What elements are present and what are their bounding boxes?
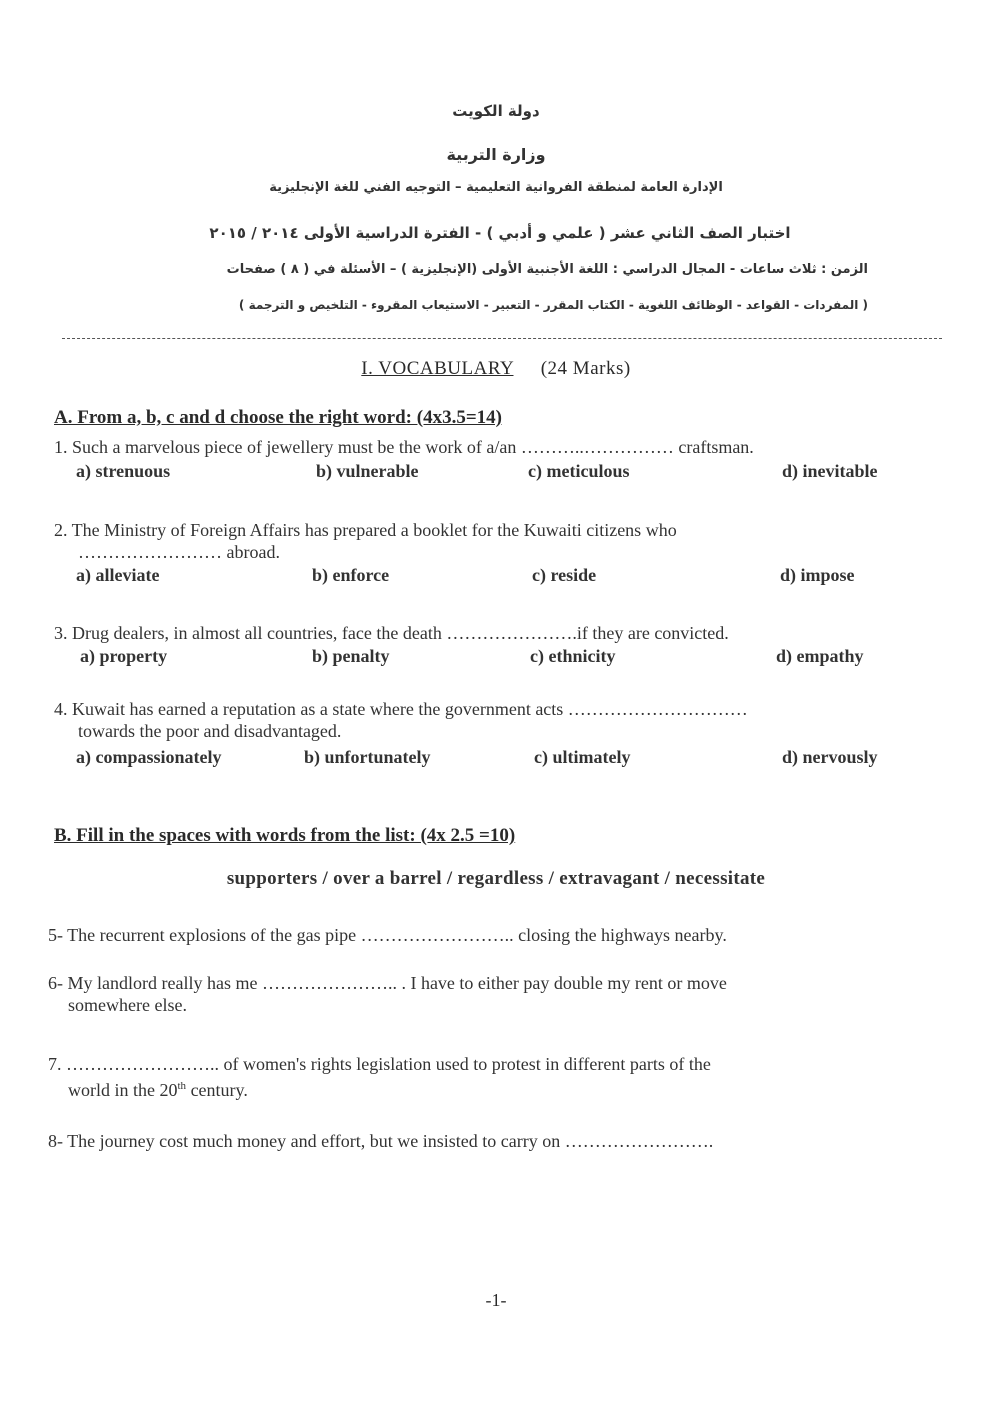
option-c: c) meticulous <box>528 461 630 481</box>
option-a: a) compassionately <box>76 747 222 767</box>
header-exam-sections: ( المفردات - القواعد - الوظائف اللغوية - الكتاب المقرر - التعبير - الاستيعاب المقروء - التلخيص و الترجمة ) <box>238 298 868 312</box>
option-c: c) ultimately <box>534 747 631 767</box>
header-exam-title: اختبار الصف الثاني عشر ( علمي و أدبي ) - الفترة الدراسية الأولى ٢٠١٤ / ٢٠١٥ <box>209 224 791 242</box>
question-4-options <box>76 747 936 771</box>
part-a-heading: A. From a, b, c and d choose the right word: (4x3.5=14) <box>54 407 502 428</box>
question-3-options <box>76 646 936 670</box>
question-7-superscript: th <box>177 1080 187 1092</box>
question-8 <box>48 1130 928 1152</box>
page-number: -1- <box>485 1290 507 1310</box>
question-1-text: 1. Such a marvelous piece of jewellery must be the work of a/an ………..…………… craftsman. <box>54 437 754 457</box>
question-5-text: 5- The recurrent explosions of the gas pipe …………………….. closing the highways nearby. <box>48 925 727 945</box>
question-6-text-line2: somewhere else. <box>68 995 187 1015</box>
word-list: supporters / over a barrel / regardless / extravagant / necessitate <box>226 868 766 889</box>
option-a: a) strenuous <box>76 461 171 481</box>
question-2 <box>54 519 934 563</box>
header-exam-info: الزمن : ثلاث ساعات - المجال الدراسي : اللغة الأجنبية الأولى (الإنجليزية ) – الأسئلة في ( ٨ ) صفحات <box>226 262 868 277</box>
option-c: c) reside <box>532 565 597 585</box>
question-7-text-line1: 7. …………………….. of women's rights legislation used to protest in different parts of the <box>48 1054 711 1074</box>
question-5 <box>48 924 928 946</box>
option-a: a) property <box>80 646 168 666</box>
part-b-heading: B. Fill in the spaces with words from the list: (4x 2.5 =10) <box>54 825 516 846</box>
question-1 <box>54 436 934 458</box>
question-1-options <box>76 461 936 485</box>
option-d: d) nervously <box>782 747 878 767</box>
question-8-text: 8- The journey cost much money and effort, but we insisted to carry on ……………………. <box>48 1131 714 1151</box>
option-d: d) empathy <box>776 646 864 666</box>
question-6-text-line1: 6- My landlord really has me ………………….. . I have to either pay double my rent or move <box>48 973 727 993</box>
option-c: c) ethnicity <box>530 646 616 666</box>
question-2-text-line2: …………………… abroad. <box>78 542 280 562</box>
header-directorate: الإدارة العامة لمنطقة الفروانية التعليمية – التوجيه الفني للغة الإنجليزية <box>269 180 723 195</box>
option-d: d) impose <box>780 565 855 585</box>
option-b: b) vulnerable <box>316 461 419 481</box>
question-7-text-part2: century. <box>186 1080 248 1100</box>
question-4 <box>54 698 934 742</box>
question-4-text-line1: 4. Kuwait has earned a reputation as a state where the government acts ………………………… <box>54 699 748 719</box>
question-7 <box>48 1053 928 1101</box>
option-d: d) inevitable <box>782 461 878 481</box>
option-b: b) enforce <box>312 565 390 585</box>
section-marks: (24 Marks) <box>540 358 631 379</box>
question-2-options <box>76 565 936 589</box>
question-7-text-part1: world in the 20 <box>68 1080 178 1100</box>
question-4-text-line2: towards the poor and disadvantaged. <box>78 721 342 741</box>
option-a: a) alleviate <box>76 565 160 585</box>
question-3-text: 3. Drug dealers, in almost all countries, face the death ………………….if they are convicted. <box>54 623 729 643</box>
option-b: b) unfortunately <box>304 747 431 767</box>
header-state: دولة الكويت <box>452 102 540 120</box>
section-title-text: I. VOCABULARY <box>361 358 514 379</box>
question-2-text-line1: 2. The Ministry of Foreign Affairs has prepared a booklet for the Kuwaiti citizens who <box>54 520 677 540</box>
question-6 <box>48 972 928 1016</box>
question-3 <box>54 622 934 644</box>
option-b: b) penalty <box>312 646 390 666</box>
section-title <box>0 358 992 380</box>
header-divider <box>62 338 942 339</box>
header-ministry: وزارة التربية <box>446 145 546 164</box>
question-7-text-line2 <box>48 1075 928 1101</box>
